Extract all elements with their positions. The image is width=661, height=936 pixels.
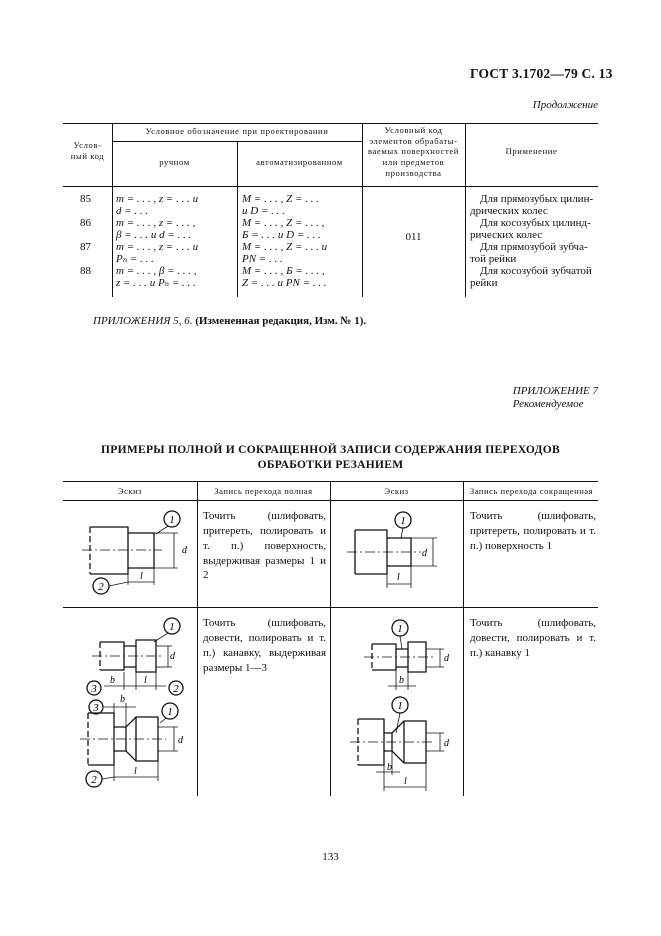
- callout-1: 1: [400, 515, 406, 527]
- application-text: дрических колес: [470, 205, 548, 217]
- continuation-label: Продолжение: [532, 99, 598, 111]
- appendix7-title: ПРИЛОЖЕНИЕ 7: [512, 385, 598, 397]
- section-title-line2: ОБРАБОТКИ РЕЗАНИЕМ: [257, 459, 404, 471]
- dim-d: d: [422, 548, 427, 559]
- manual-formula: z = . . . и Pₙ = . . .: [116, 277, 196, 289]
- manual-formula: m = . . . , z = . . . и: [116, 193, 199, 205]
- col-header-element-code: Условный код элементов обрабаты- ваемых поверхностей или предметов производства: [367, 125, 460, 178]
- page-header: ГОСТ 3.1702—79 С. 13: [470, 66, 613, 81]
- callout-1: 1: [169, 514, 175, 526]
- auto-formula: Z = . . . и PN = . . .: [242, 277, 327, 289]
- sketch-groove-full-a: [80, 612, 195, 697]
- row-code: 88: [80, 265, 91, 277]
- appendix7-subtitle: Рекомендуемое: [512, 398, 584, 411]
- callout-3: 3: [91, 683, 97, 695]
- application-text: той рейки: [470, 253, 517, 265]
- row-code: 85: [80, 193, 91, 205]
- manual-formula: m = . . . , β = . . . ,: [116, 265, 197, 277]
- manual-formula: Pₙ = . . .: [116, 253, 154, 265]
- full-entry-1: Точить (шлифовать, притереть, полировать и т. п.) поверхность, выдерживая размеры 1 и 2: [203, 510, 326, 582]
- section-title-line1: ПРИМЕРЫ ПОЛНОЙ И СОКРАЩЕННОЙ ЗАПИСИ СОДЕРЖАНИЯ ПЕРЕХОДОВ: [101, 444, 560, 456]
- dim-l: l: [140, 571, 143, 582]
- sketch-step-short: [345, 508, 460, 603]
- application-text: рейки: [470, 277, 498, 289]
- dim-d: d: [178, 735, 183, 746]
- dim-l: l: [397, 572, 400, 583]
- appendix-note: [93, 315, 366, 327]
- appendix-note-ref: ПРИЛОЖЕНИЯ 5, 6.: [93, 315, 193, 327]
- page-number: 133: [322, 851, 339, 863]
- callout-2: 2: [98, 581, 104, 593]
- callout-1: 1: [167, 706, 173, 718]
- appendix7-block: [513, 385, 598, 411]
- dim-l: l: [134, 766, 137, 777]
- manual-formula: d = . . .: [116, 205, 149, 217]
- application-text: Для косозубой зубчатой: [480, 265, 592, 277]
- manual-formula: β = . . . и d = . . .: [116, 229, 192, 241]
- col-header-full: Запись перехода полная: [214, 486, 313, 496]
- sketch-groove-short-b: [348, 695, 460, 795]
- dim-b: b: [387, 762, 392, 773]
- sketch-groove-full-b: [78, 693, 195, 793]
- col-header-sketch-1: Эскиз: [117, 486, 143, 496]
- callout-2: 2: [91, 774, 97, 786]
- col-header-manual: ручном: [159, 157, 190, 167]
- col-header-application: Применение: [505, 146, 558, 156]
- auto-formula: M = . . . , Z = . . . и: [242, 241, 328, 253]
- manual-formula: m = . . . , z = . . . и: [116, 241, 199, 253]
- callout-1: 1: [397, 700, 403, 712]
- col-header-short: Запись перехода сокращенная: [469, 486, 594, 496]
- callout-1: 1: [169, 621, 175, 633]
- auto-formula: и D = . . .: [242, 205, 285, 217]
- full-entry-2: Точить (шлифовать, довести, полировать и т. п.) канавку, выдерживая размеры 1—3: [203, 617, 326, 674]
- col-header-auto: автоматизированном: [256, 157, 343, 167]
- application-text: Для косозубых цилинд-: [480, 217, 591, 229]
- dim-d: d: [170, 651, 175, 662]
- dim-b: b: [399, 675, 404, 686]
- row-code: 87: [80, 241, 91, 253]
- auto-formula: M = . . . , Z = . . . ,: [242, 217, 325, 229]
- callout-2: 2: [173, 683, 179, 695]
- application-text: Для прямозубой зубча-: [480, 241, 588, 253]
- dim-b: b: [120, 694, 125, 705]
- auto-formula: M = . . . , Б = . . . ,: [242, 265, 325, 277]
- auto-formula: Б = . . . и D = . . .: [242, 229, 321, 241]
- dim-d: d: [444, 653, 449, 664]
- callout-3: 3: [93, 702, 99, 714]
- application-text: рических колес: [470, 229, 543, 241]
- dim-b: b: [110, 675, 115, 686]
- auto-formula: PN = . . .: [242, 253, 283, 265]
- manual-formula: m = . . . , z = . . . ,: [116, 217, 196, 229]
- col-header-sketch-2: Эскиз: [384, 486, 409, 496]
- callout-1: 1: [397, 623, 403, 635]
- appendix-note-amend: (Измененная редакция, Изм. № 1).: [195, 315, 367, 327]
- element-code-value: 011: [405, 231, 422, 243]
- dim-d: d: [444, 738, 449, 749]
- dim-d: d: [182, 545, 187, 556]
- application-text: Для прямозубых цилин-: [480, 193, 594, 205]
- sketch-groove-short-a: [360, 618, 460, 698]
- col-header-group: Условное обозначение при проектировании: [145, 126, 329, 136]
- short-entry-1: Точить (шлифовать, притереть, полировать и т. п.) поверхность 1: [470, 510, 596, 552]
- sketch-step-full: [80, 505, 195, 605]
- short-entry-2: Точить (шлифовать, довести, полировать и т. п.) канавку 1: [470, 617, 596, 659]
- auto-formula: M = . . . , Z = . . .: [242, 193, 319, 205]
- row-code: 86: [80, 217, 91, 229]
- dim-l: l: [404, 776, 407, 787]
- col-header-code: Услов- ный код: [70, 140, 105, 161]
- dim-l: l: [144, 675, 147, 686]
